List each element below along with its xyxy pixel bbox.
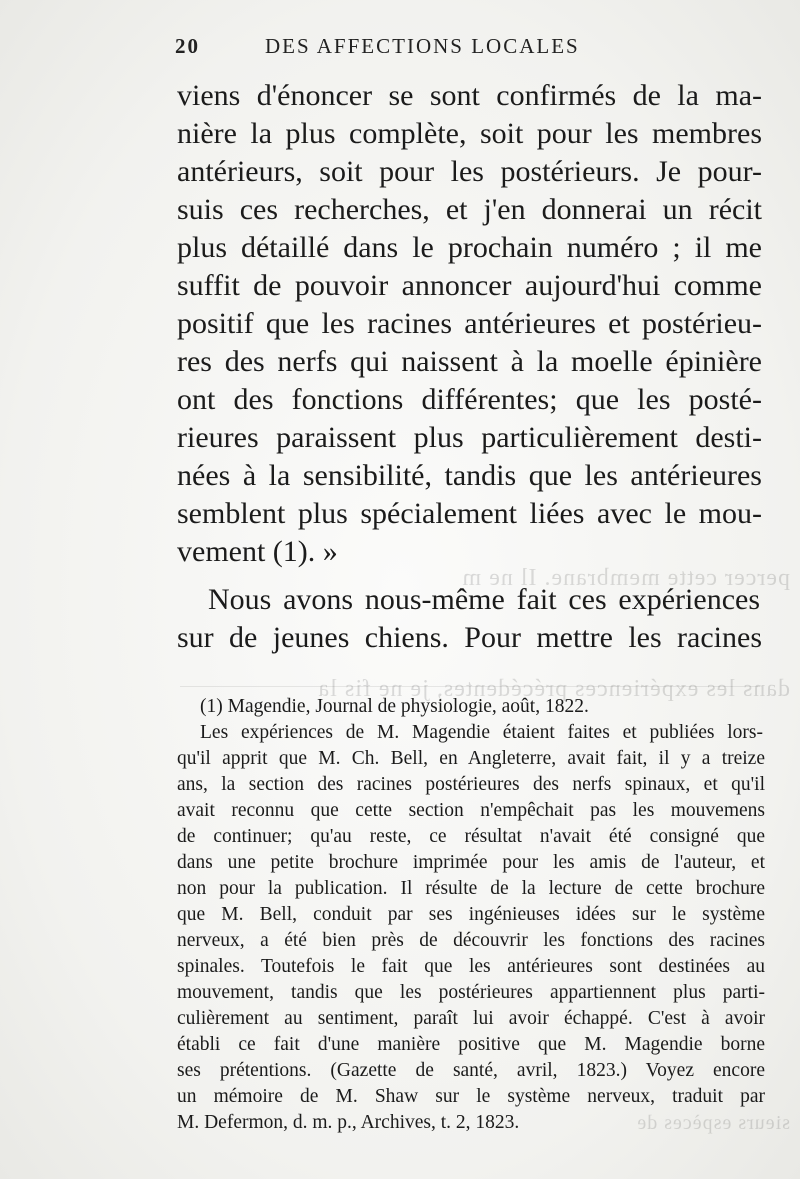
footnote-line: établi ce fait d'une manière positive que M. Magendie borne [177,1034,765,1055]
footnote-heading: (1) Magendie, Journal de physiologie, août, 1822. [200,696,589,717]
footnote-line: spinales. Toutefois le fait que les antérieures sont destinées au [177,956,765,977]
footnote-line: culièrement au sentiment, paraît lui avoir échappé. C'est à avoir [177,1008,765,1029]
body-line: nées à la sensibilité, tandis que les antérieures [177,459,762,492]
footnote-line: M. Defermon, d. m. p., Archives, t. 2, 1823. [177,1112,520,1133]
footnote-line: non pour la publication. Il résulte de la lecture de cette brochure [177,878,765,899]
footnote-divider [180,686,760,687]
footnote-line: ses prétentions. (Gazette de santé, avril, 1823.) Voyez encore [177,1060,765,1081]
running-header [175,34,755,59]
body-line: viens d'énoncer se sont confirmés de la ma- [177,79,762,112]
footnote-line: que M. Bell, conduit par ses ingénieuses idées sur le système [177,904,765,925]
body-line: suis ces recherches, et j'en donnerai un récit [177,193,762,226]
body-line: semblent plus spécialement liées avec le mou- [177,497,762,530]
running-title: DES AFFECTIONS LOCALES [265,34,580,58]
footnote-line: de continuer; qu'au reste, ce résultat n'avait été consigné que [177,826,765,847]
body-line: plus détaillé dans le prochain numéro ; il me [177,231,762,264]
show-through-text: percer cette membrane. Il ne m [461,565,790,591]
footnote-line: Les expériences de M. Magendie étaient faites et publiées lors- [200,722,763,743]
show-through-text: dans les expériences précédentes, je ne fis la [317,676,790,702]
footnote-line: mouvement, tandis que les postérieures appartiennent plus parti- [177,982,765,1003]
body-line: rieures paraissent plus particulièrement desti- [177,421,762,454]
body-line: suffit de pouvoir annoncer aujourd'hui comme [177,269,762,302]
body-line: ont des fonctions différentes; que les posté- [177,383,762,416]
body-line: sur de jeunes chiens. Pour mettre les racines [177,621,762,654]
footnote-line: dans une petite brochure imprimée pour les amis de l'auteur, et [177,852,765,873]
page-number: 20 [175,34,200,58]
body-line: res des nerfs qui naissent à la moelle épinière [177,345,762,378]
footnote-line: ans, la section des racines postérieures des nerfs spinaux, et qu'il [177,774,765,795]
footnote-line: avait reconnu que cette section n'empêchait pas les mouvemens [177,800,765,821]
body-line: antérieurs, soit pour les postérieurs. Je pour- [177,155,762,188]
footnote-line: nerveux, a été bien près de découvrir les fonctions des racines [177,930,765,951]
show-through-text: sieurs espèces de [636,1112,790,1134]
body-line: Nous avons nous-même fait ces expériences [208,583,760,616]
footnote-line: qu'il apprit que M. Ch. Bell, en Angleterre, avait fait, il y a treize [177,748,765,769]
body-line: nière la plus complète, soit pour les membres [177,117,762,150]
body-line: vement (1). » [177,535,338,568]
footnote-line: un mémoire de M. Shaw sur le système nerveux, traduit par [177,1086,765,1107]
body-line: positif que les racines antérieures et postérieu- [177,307,762,340]
